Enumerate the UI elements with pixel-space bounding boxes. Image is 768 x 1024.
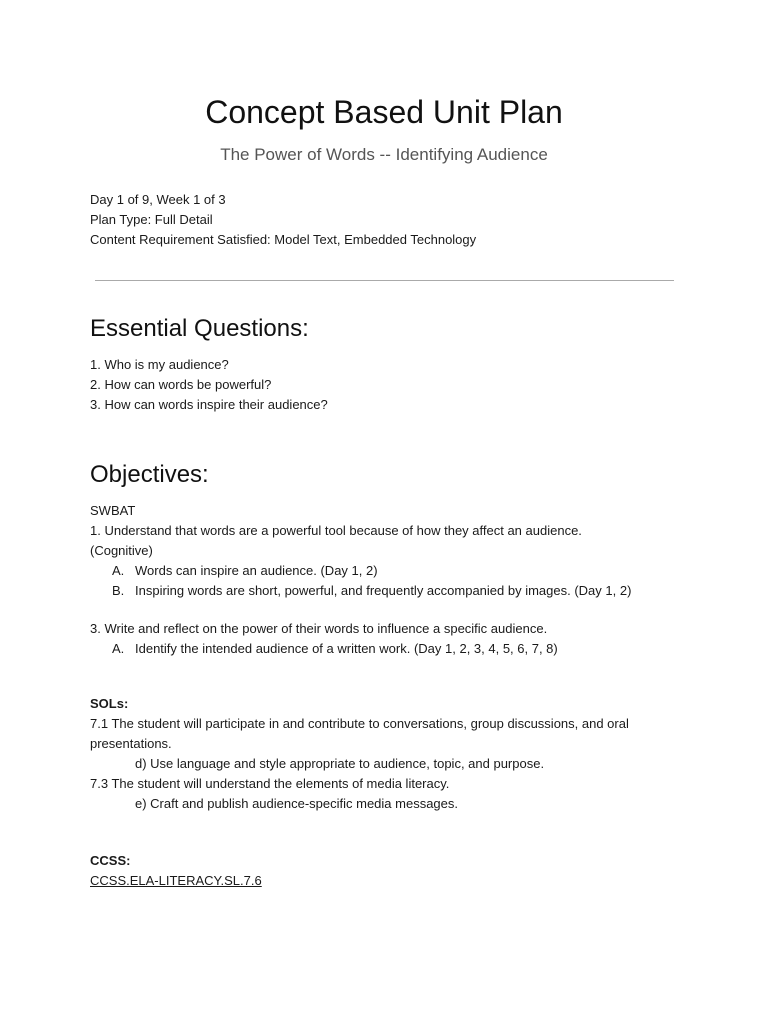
sols-heading: SOLs: — [90, 696, 129, 711]
sol-7-1-line-1: 7.1 The student will participate in and contribute to conversations, group discussions, and oral — [90, 716, 629, 731]
essential-questions-heading: Essential Questions: — [90, 315, 309, 342]
sol-7-1-line-2: presentations. — [90, 736, 172, 751]
spacer — [90, 601, 690, 619]
objectives-list — [90, 501, 690, 659]
sol-7-1-d: d) Use language and style appropriate to audience, topic, and purpose. — [135, 756, 545, 771]
page-title: Concept Based Unit Plan — [205, 94, 563, 130]
sub-label: B. — [112, 583, 125, 598]
objective-3: 3. Write and reflect on the power of their words to influence a specific audience. — [90, 621, 548, 636]
list-item: 1. Who is my audience? — [90, 357, 229, 372]
sub-text: Inspiring words are short, powerful, and frequently accompanied by images. (Day 1, 2) — [135, 583, 632, 598]
sol-7-3-e: e) Craft and publish audience-specific media messages. — [135, 796, 459, 811]
list-item: 2. How can words be powerful? — [90, 377, 272, 392]
sub-label: A. — [112, 563, 125, 578]
ccss-standard-link[interactable]: CCSS.ELA-LITERACY.SL.7.6 — [90, 873, 262, 888]
objective-1-sub-a — [90, 561, 690, 581]
meta-day-week: Day 1 of 9, Week 1 of 3 — [90, 192, 226, 207]
essential-questions-list — [90, 355, 328, 415]
ccss-section — [90, 851, 262, 891]
sub-text: Words can inspire an audience. (Day 1, 2) — [135, 563, 378, 578]
sub-label: A. — [112, 641, 125, 656]
ccss-heading: CCSS: — [90, 853, 131, 868]
objective-3-sub-a — [90, 639, 690, 659]
list-item: 3. How can words inspire their audience? — [90, 397, 328, 412]
sol-7-3: 7.3 The student will understand the elements of media literacy. — [90, 776, 450, 791]
objective-1-line-1: 1. Understand that words are a powerful tool because of how they affect an audience. — [90, 523, 582, 538]
objectives-heading: Objectives: — [90, 461, 209, 488]
sub-text: Identify the intended audience of a written work. (Day 1, 2, 3, 4, 5, 6, 7, 8) — [135, 641, 558, 656]
page-subtitle: The Power of Words -- Identifying Audience — [220, 145, 548, 164]
objective-1-line-2: (Cognitive) — [90, 543, 153, 558]
meta-content-requirement: Content Requirement Satisfied: Model Text, Embedded Technology — [90, 232, 477, 247]
sols-section — [90, 694, 690, 814]
objective-1-sub-b — [90, 581, 690, 601]
plan-meta — [90, 190, 476, 250]
objectives-intro: SWBAT — [90, 503, 136, 518]
horizontal-divider — [95, 280, 674, 281]
meta-plan-type: Plan Type: Full Detail — [90, 212, 213, 227]
